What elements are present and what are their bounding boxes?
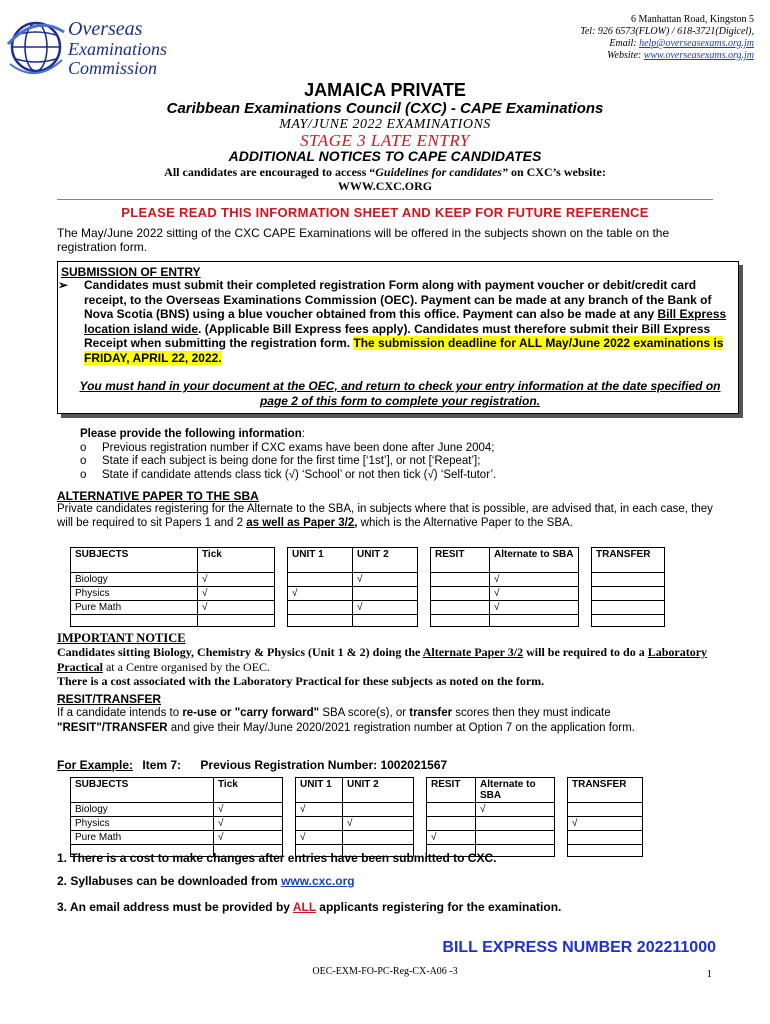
table-row: Pure Math √ √ √ — [71, 831, 643, 845]
table-row: Biology √ √ √ — [71, 573, 665, 587]
note-1: 1. There is a cost to make changes after entries have been submitted to CXC. — [57, 851, 497, 865]
col-header: SUBJECTS — [71, 778, 214, 803]
col-header: UNIT 1 — [288, 548, 353, 573]
deadline-highlight: The submission deadline for ALL May/June 2022 examinations is FRIDAY, APRIL 22, 2022. — [84, 336, 724, 365]
website-label: Website: — [607, 50, 642, 61]
address: 6 Manhattan Road, Kingston 5 — [630, 14, 754, 25]
email-link[interactable]: help@overseasexams.org.jm — [639, 38, 754, 49]
bill-express-number: BILL EXPRESS NUMBER 202211000 — [442, 939, 716, 956]
submission-box — [57, 261, 739, 414]
col-header: RESIT — [431, 548, 490, 573]
logo-line-1: Overseas — [68, 18, 143, 40]
col-header: Tick — [214, 778, 283, 803]
divider — [57, 199, 713, 200]
contact-block — [580, 14, 754, 62]
cxc-url-text: WWW.CXC.ORG — [337, 179, 433, 193]
col-header: UNIT 2 — [353, 548, 418, 573]
subtitle: Caribbean Examinations Council (CXC) - CAPE Examinations — [166, 100, 604, 117]
main-title: JAMAICA PRIVATE — [304, 80, 466, 100]
page-number: 1 — [706, 968, 712, 980]
example-label: For Example: — [57, 758, 134, 772]
hand-in-notice: You must hand in your document at the OEC, and return to check your entry information at the date specified on page 2 of this form to complete your registration. — [79, 379, 721, 408]
important-heading: IMPORTANT NOTICE — [57, 631, 186, 645]
intro-text: The May/June 2022 sitting of the CXC CAPE Examinations will be offered in the subjects shown on the table on the registration form. — [57, 226, 670, 254]
col-header: UNIT 1 — [296, 778, 343, 803]
table-row: Biology √ √ √ — [71, 803, 643, 817]
website-link[interactable]: www.overseasexams.org.jm — [643, 50, 754, 61]
col-header: UNIT 2 — [343, 778, 414, 803]
logo — [6, 14, 192, 80]
logo-line-2: Examinations — [68, 39, 167, 59]
provide-heading: Please provide the following information — [80, 428, 302, 440]
cxc-link[interactable]: www.cxc.org — [281, 874, 355, 888]
provide-info: Please provide the following information: o Previous registration number if CXC exams have been done after June 2004; o State if each subject is being done for the first time [‘1st’], or not [‘Repeat’]; o State if candidate attends class tick (√) ‘School’ or not then tick (√) ‘Self-tutor’. — [80, 428, 497, 481]
example-table — [70, 777, 643, 857]
important-text: Candidates sitting Biology, Chemistry & Physics (Unit 1 & 2) doing the Alternate Paper 3/2 will be required to do a Laboratory Practical at a Centre organised by the OEC. — [57, 645, 708, 674]
alternative-table — [70, 547, 665, 627]
notices-title: ADDITIONAL NOTICES TO CAPE CANDIDATES — [228, 148, 542, 164]
provide-item: o State if candidate attends class tick (√) ‘School’ or not then tick (√) ‘Self-tutor’. — [80, 468, 497, 481]
globe-logo-icon — [6, 14, 66, 78]
submission-heading: SUBMISSION OF ENTRY — [61, 265, 201, 279]
resit-heading: RESIT/TRANSFER — [57, 692, 162, 706]
provide-item: o State if each subject is being done for the first time [‘1st’], or not [‘Repeat’]; — [80, 455, 481, 467]
footer-code: OEC-EXM-FO-PC-Reg-CX-A06 -3 — [312, 966, 458, 977]
stage-title: STAGE 3 LATE ENTRY — [300, 131, 470, 150]
col-header: Alternate to SBA — [476, 778, 555, 803]
arrow-bullet-icon: ➢ — [58, 278, 69, 292]
col-header: Tick — [198, 548, 275, 573]
example-line: For Example: Item 7: Previous Registration Number: 1002021567 — [57, 758, 448, 772]
table-row: Physics √ √ √ — [71, 587, 665, 601]
guidelines-note: All candidates are encouraged to access “Guidelines for candidates” on CXC’s website: — [164, 165, 606, 179]
alternative-text: Private candidates registering for the Alternate to the SBA, in subjects where that is possible, are advised that, in each case, they will be required to sit Papers 1 and 2 as well as Paper 3/2, which is the Alternative Paper to the SBA. — [57, 503, 713, 529]
logo-line-3: Commission — [68, 58, 158, 78]
read-info-banner: PLEASE READ THIS INFORMATION SHEET AND KEEP FOR FUTURE REFERENCE — [121, 205, 649, 220]
telephone: Tel: 926 6573(FLOW) / 618-3721(Digicel), — [580, 26, 754, 37]
table-row: Physics √ √ √ — [71, 817, 643, 831]
resit-text: If a candidate intends to re-use or "carry forward" SBA score(s), or transfer scores then they must indicate "RESIT"/TRANSFER and give their May/June 2020/2021 registration number at Option 7 on the application form. — [57, 707, 635, 734]
col-header: SUBJECTS — [71, 548, 198, 573]
col-header: TRANSFER — [592, 548, 665, 573]
note-3: 3. An email address must be provided by ALL applicants registering for the examination. — [57, 900, 562, 914]
bill-express-link-text: Bill Express location island wide — [84, 307, 727, 336]
submission-paragraph: Candidates must submit their completed registration Form along with payment voucher or debit/credit card receipt, to the Overseas Examinations Commission (OEC). Payment can be made at any branch of the Bank of Nova Scotia (BNS) using a blue voucher obtained from this office. Payment can also be made at any Bill Express location island wide. (Applicable Bill Express fees apply). Candidates must therefore submit their Bill Express Receipt when submitting the registration form. The submission deadline for ALL May/June 2022 examinations is FRIDAY, APRIL 22, 2022. — [84, 278, 727, 365]
col-header: Alternate to SBA — [490, 548, 579, 573]
table-row: Pure Math √ √ √ — [71, 601, 665, 615]
provide-item: o Previous registration number if CXC exams have been done after June 2004; — [80, 441, 495, 454]
alternative-heading: ALTERNATIVE PAPER TO THE SBA — [57, 489, 259, 503]
session-title: MAY/JUNE 2022 EXAMINATIONS — [279, 117, 491, 132]
col-header: TRANSFER — [568, 778, 643, 803]
email-label: Email: — [609, 38, 637, 49]
cost-note: There is a cost associated with the Laboratory Practical for these subjects as noted on the form. — [57, 674, 545, 688]
col-header: RESIT — [427, 778, 476, 803]
note-2: 2. Syllabuses can be downloaded from www.cxc.org — [57, 874, 355, 888]
